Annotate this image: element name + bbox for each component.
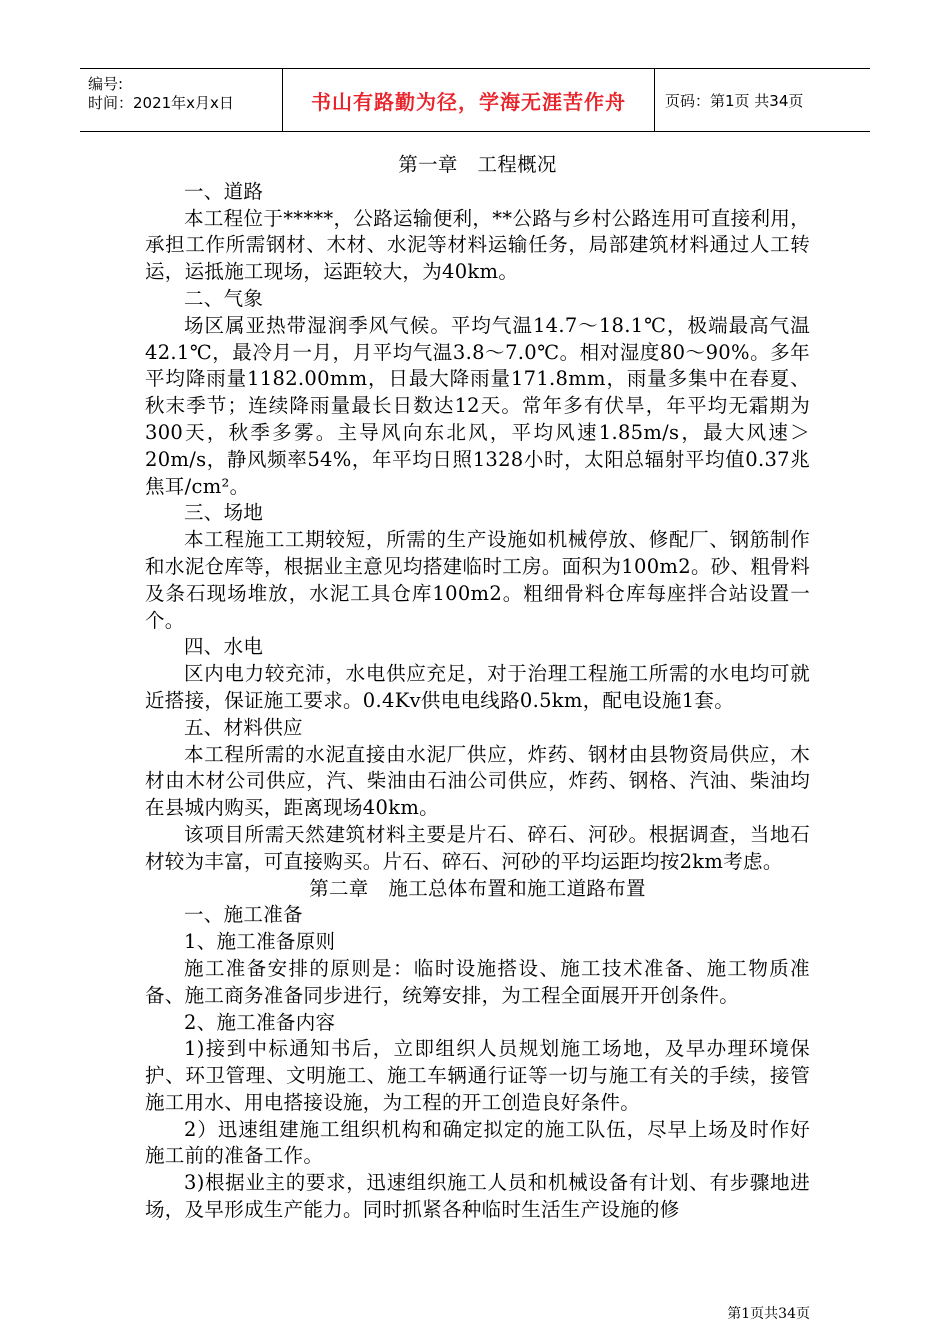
number-label: 编号: <box>88 75 124 93</box>
body-paragraph: 2）迅速组建施工组织机构和确定拟定的施工队伍，尽早上场及时作好施工前的准备工作。 <box>145 1117 810 1168</box>
page-info: 页码：第1页 共34页 <box>665 91 804 110</box>
body-paragraph: 本工程位于*****，公路运输便利，**公路与乡村公路连用可直接利用，承担工作所需钢材、木材、水泥等材料运输任务，局部建筑材料通过人工转运，运抵施工现场，运距较大，为40km。 <box>145 206 810 284</box>
body-paragraph: 该项目所需天然建筑材料主要是片石、碎石、河砂。根据调查，当地石材较为丰富，可直接购买。片石、碎石、河砂的平均运距均按2km考虑。 <box>145 822 810 873</box>
motto: 书山有路勤为径，学海无涯苦作舟 <box>283 69 655 131</box>
header-meta <box>80 69 283 131</box>
body-paragraph: 本工程所需的水泥直接由水泥厂供应，炸药、钢材由县物资局供应，木材由木材公司供应，汽、柴油由石油公司供应，炸药、钢格、汽油、柴油均在县城内购买，距离现场40km。 <box>145 742 810 820</box>
body-paragraph: 一、施工准备 <box>184 903 303 927</box>
chapter-heading: 第一章 工程概况 <box>398 153 557 176</box>
body-paragraph: 区内电力较充沛，水电供应充足，对于治理工程施工所需的水电均可就近搭接，保证施工要求。0.4Kv供电电线路0.5km，配电设施1套。 <box>145 662 810 712</box>
body-paragraph: 四、水电 <box>184 635 264 659</box>
time-label: 时间：2021年x月x日 <box>88 94 234 112</box>
body-paragraph: 2、施工准备内容 <box>184 1010 336 1034</box>
body-paragraph: 1)接到中标通知书后，立即组织人员规划施工场地，及早办理环境保护、环卫管理、文明施工、施工车辆通行证等一切与施工有关的手续，接管施工用水、用电搭接设施，为工程的开工创造良好条件。 <box>145 1037 810 1114</box>
chapter-heading: 第二章 施工总体布置和施工道路布置 <box>309 876 646 900</box>
body-paragraph: 1、施工准备原则 <box>184 930 336 954</box>
body-paragraph: 五、材料供应 <box>184 715 303 739</box>
body-paragraph: 本工程施工工期较短，所需的生产设施如机械停放、修配厂、钢筋制作和水泥仓库等，根据业主意见均搭建临时工房。面积为100m2。砂、粗骨料及条石现场堆放，水泥工具仓库100m2。粗细骨料仓库每座拌合站设置一个。 <box>145 528 810 632</box>
body-paragraph: 二、气象 <box>184 286 264 310</box>
body-paragraph: 场区属亚热带湿润季风气候。平均气温14.7～18.1℃，极端最高气温42.1℃，最冷月一月，月平均气温3.8～7.0℃。相对湿度80～90%。多年平均降雨量1182.00mm，日最大降雨量171.8mm，雨量多集中在春夏、秋末季节；连续降雨量最长日数达12天。常年多有伏旱，年平均无霜期为300天，秋季多雾。主导风向东北风，平均风速1.85m/s，最大风速＞20m/s，静风频率54%，年平均日照1328小时，太阳总辐射平均值0.37兆焦耳/cm²。 <box>145 313 810 498</box>
page-footer: 第1页共34页 <box>727 1306 810 1322</box>
body-paragraph: 一、道路 <box>184 179 264 203</box>
document-header <box>80 68 870 132</box>
document-body <box>145 152 810 1224</box>
body-paragraph: 三、场地 <box>184 501 264 525</box>
body-paragraph: 3)根据业主的要求，迅速组织施工人员和机械设备有计划、有步骤地进场，及早形成生产能力。同时抓紧各种临时生活生产设施的修 <box>145 1171 810 1222</box>
body-paragraph: 施工准备安排的原则是：临时设施搭设、施工技术准备、施工物质准备、施工商务准备同步进行，统筹安排，为工程全面展开开创条件。 <box>145 956 810 1007</box>
